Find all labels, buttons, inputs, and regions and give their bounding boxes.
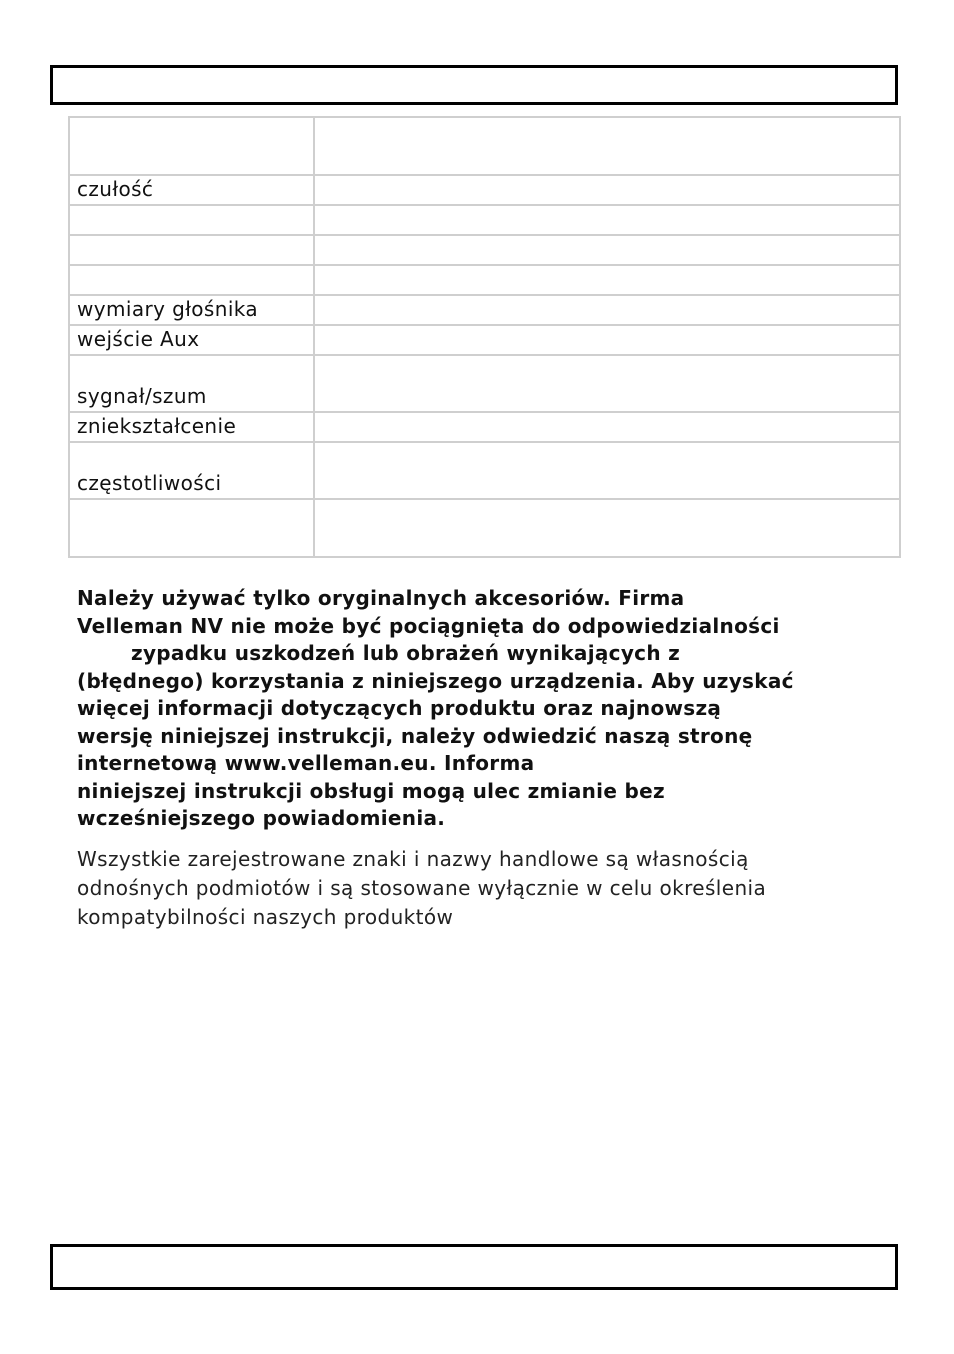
notice-line: wcześniejszego powiadomienia. <box>77 806 446 830</box>
notice-line: (błędnego) korzystania z niniejszego urządzenia. Aby uzyskać <box>77 668 794 693</box>
notice-line: niniejszej instrukcji obsługi mogą ulec zmianie bez <box>77 778 665 803</box>
notice-line: wersję niniejszej instrukcji, należy odwiedzić naszą stronę <box>77 723 753 748</box>
accessories-notice <box>77 585 877 833</box>
spec-value <box>314 499 900 557</box>
spec-table <box>68 116 901 558</box>
spec-value <box>314 117 900 175</box>
spec-value <box>314 205 900 235</box>
spec-value <box>314 175 900 205</box>
spec-value <box>314 355 900 412</box>
spec-value <box>314 325 900 355</box>
trademark-line: kompatybilności naszych produktów <box>77 905 454 929</box>
table-row <box>69 499 900 557</box>
notice-line: zypadku uszkodzeń lub obrażeń wynikających z <box>131 641 681 665</box>
spec-label: czułość <box>69 175 314 205</box>
spec-label: zniekształcenie <box>69 412 314 442</box>
spec-value <box>314 412 900 442</box>
notice-line: Należy używać tylko oryginalnych akcesoriów. Firma <box>77 586 685 610</box>
spec-value <box>314 235 900 265</box>
spec-label <box>69 265 314 295</box>
spec-label <box>69 205 314 235</box>
spec-label: wejście Aux <box>69 325 314 355</box>
spec-label <box>69 117 314 175</box>
table-row <box>69 117 900 175</box>
spec-label <box>69 499 314 557</box>
header-box <box>50 65 898 105</box>
spec-label: sygnał/szum <box>69 355 314 412</box>
table-row <box>69 235 900 265</box>
spec-label: częstotliwości <box>69 442 314 499</box>
notice-line: internetową www.velleman.eu. Informa <box>77 751 535 775</box>
footer-box <box>50 1244 898 1290</box>
table-row <box>69 175 900 205</box>
trademark-line: odnośnych podmiotów i są stosowane wyłącznie w celu określenia <box>77 876 767 900</box>
spec-label <box>69 235 314 265</box>
table-row <box>69 265 900 295</box>
spec-value <box>314 442 900 499</box>
table-row <box>69 412 900 442</box>
trademark-line: Wszystkie zarejestrowane znaki i nazwy handlowe są własnością <box>77 847 749 871</box>
table-row <box>69 355 900 412</box>
trademark-notice <box>77 845 877 932</box>
table-row <box>69 295 900 325</box>
table-row <box>69 325 900 355</box>
spec-label: wymiary głośnika <box>69 295 314 325</box>
table-row <box>69 442 900 499</box>
notice-line: Velleman NV nie może być pociągnięta do odpowiedzialności <box>77 613 780 638</box>
spec-value <box>314 295 900 325</box>
table-row <box>69 205 900 235</box>
spec-value <box>314 265 900 295</box>
notice-line: więcej informacji dotyczących produktu oraz najnowszą <box>77 696 722 720</box>
